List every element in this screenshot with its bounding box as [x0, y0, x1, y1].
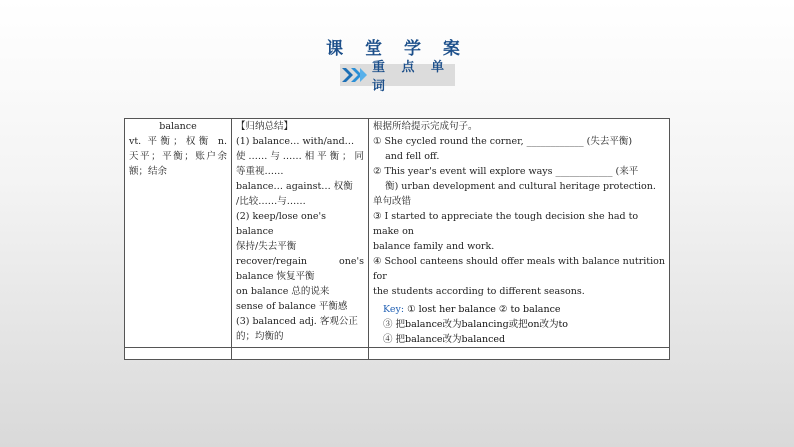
word-meaning-line: vt. 平衡；权衡 n. [129, 136, 227, 147]
answer-key [373, 302, 665, 317]
summary-line: 等重视…… [236, 166, 284, 177]
page-title: 课 堂 学 案 [326, 39, 468, 59]
exercise-line: ③ I started to appreciate the tough decision she had to make on [373, 211, 639, 237]
summary-line: /比较……与…… [236, 196, 306, 207]
exercise-line: the students according to different seasons. [373, 286, 585, 297]
summary-line: on balance 总的说来 [236, 286, 330, 297]
exercise-line: 单句改错 [373, 196, 412, 207]
empty-cell [232, 348, 369, 360]
word-cell [125, 119, 232, 348]
summary-line: (3) balanced adj. 客观公正 [236, 316, 358, 327]
exercise-line: balance family and work. [373, 241, 495, 252]
summary-heading: 【归纳总结】 [236, 121, 294, 132]
summary-line: 使……与……相平衡；同 [236, 151, 364, 162]
summary-line: recover/regain one's [236, 256, 364, 267]
empty-cell [369, 348, 670, 360]
answer-line: ① lost her balance ② to balance [407, 304, 561, 315]
exercise-line: ② This year's event will explore ways ____________ (来平 [373, 166, 639, 177]
word-meaning-line: 额；结余 [129, 166, 168, 177]
exercise-line: ① She cycled round the corner, ____________ (失去平衡) [373, 136, 633, 147]
exercise-line: ④ School canteens should offer meals with balance nutrition for [373, 256, 665, 282]
double-chevron-right-icon [340, 64, 368, 86]
table-row-empty [125, 348, 670, 360]
word-meaning-line: 天平；平衡；账户余 [129, 151, 227, 162]
summary-line: balance 恢复平衡 [236, 271, 315, 282]
summary-line: sense of balance 平衡感 [236, 301, 348, 312]
summary-line: (2) keep/lose one's balance [236, 211, 326, 237]
exercise-cell [369, 119, 670, 348]
answer-line: ③ 把balance改为balancing或把on改为to [383, 319, 569, 330]
key-label: Key: [383, 304, 405, 315]
exercise-intro: 根据所给提示完成句子。 [373, 121, 478, 132]
exercise-line: 衡) urban development and cultural heritage protection. [373, 181, 656, 192]
summary-line: 的；均衡的 [236, 331, 284, 342]
empty-cell [125, 348, 232, 360]
vocabulary-table [124, 118, 670, 360]
summary-line: balance… against… 权衡 [236, 181, 353, 192]
summary-cell [232, 119, 369, 348]
section-title: 重 点 单 词 [372, 60, 451, 94]
summary-line: (1) balance… with/and… [236, 136, 355, 147]
word-headword: balance [159, 121, 197, 132]
section-banner [340, 60, 455, 94]
exercise-line: and fell off. [373, 151, 440, 162]
summary-line: 保持/失去平衡 [236, 241, 297, 252]
table-row [125, 119, 670, 348]
answer-line: ④ 把balance改为balanced [383, 334, 506, 345]
